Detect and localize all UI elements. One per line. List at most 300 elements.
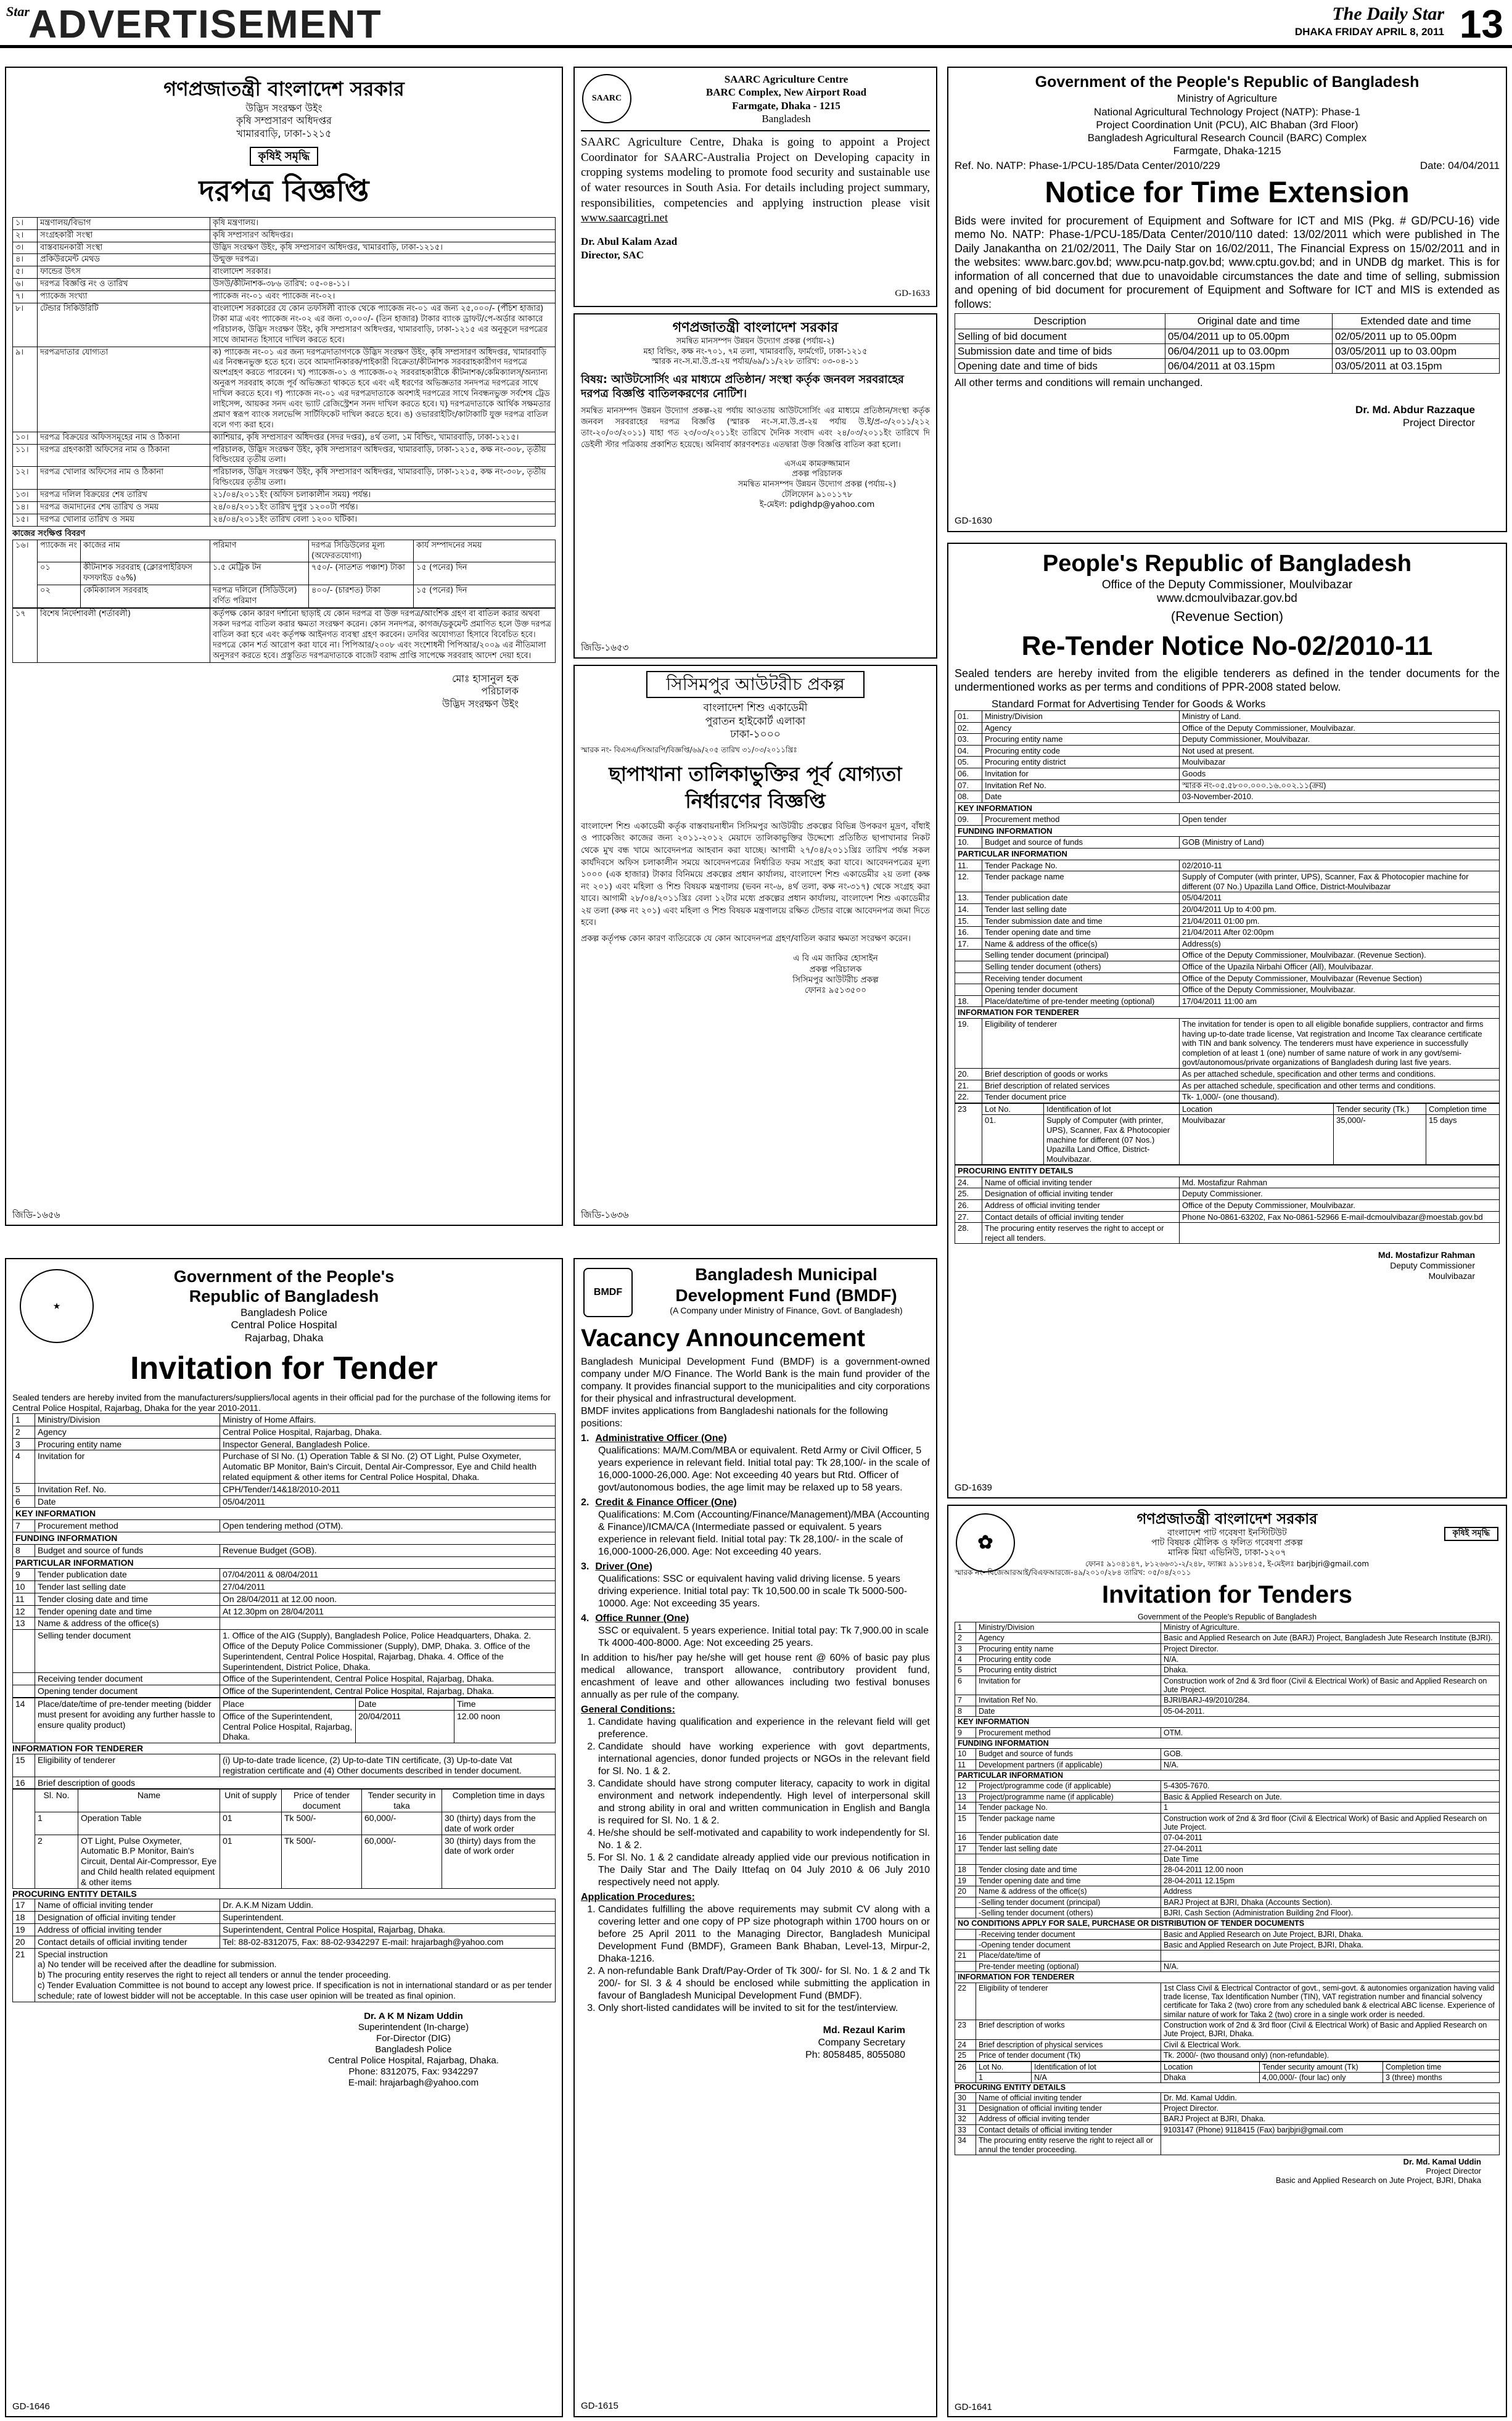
cell: 1 <box>955 1622 976 1632</box>
section-header: FUNDING INFORMATION <box>13 1532 556 1544</box>
table-row <box>955 1983 1500 2020</box>
ad9-sub-1: পাট বিষয়ক মৌলিক ও ফলিত গবেষণা প্রকল্প <box>1151 1537 1303 1548</box>
cell: কেমিক্যালস সরবরাহ <box>81 585 210 608</box>
cell: 17/04/2011 11:00 am <box>1180 995 1500 1007</box>
ad3-sub-0: সমন্বিত মানসম্পদ উন্নয়ন উদ্যোগ প্রকল্প (পর্যায়-২) <box>676 337 835 347</box>
cell: 19 <box>955 1875 976 1886</box>
cell: 7 <box>955 1695 976 1706</box>
ad1-sub-0: উদ্ভিদ সংরক্ষণ উইং <box>245 102 323 114</box>
cell: Brief description of goods or works <box>982 1068 1180 1080</box>
cell: 20/04/2011 <box>356 1710 454 1743</box>
cell: Office of the Deputy Commissioner, Moulvibazar. <box>1180 722 1500 734</box>
table-row <box>955 849 1500 860</box>
cell: 35,000/- <box>1334 1115 1426 1165</box>
ad8-cond-title: General Conditions: <box>581 1704 675 1715</box>
lot-header: Location <box>1161 2061 1260 2072</box>
cell <box>955 1907 976 1918</box>
ad7-signer-line: E-mail: hrajarbagh@yahoo.com <box>348 2077 479 2088</box>
cell: Tk 500/- <box>282 1835 362 1888</box>
cell <box>955 950 982 961</box>
ad5-note: All other terms and conditions will remain unchanged. <box>955 377 1203 389</box>
cell: Office of the Deputy Commissioner, Moulvibazar. <box>1180 1200 1500 1212</box>
cell: 6 <box>955 1675 976 1695</box>
ad5-signer: Dr. Md. Abdur Razzaque <box>1355 403 1475 416</box>
table-row <box>955 972 1500 984</box>
table-row <box>955 1223 1500 1244</box>
cell: 18 <box>955 1865 976 1875</box>
cell: Selling tender document (others) <box>982 961 1180 973</box>
cell: 16 <box>955 1833 976 1843</box>
table-row <box>955 1018 1500 1068</box>
cell: BJRI/BARJ-49/2010/284. <box>1161 1695 1500 1706</box>
cell <box>1161 1950 1500 1961</box>
cell <box>13 1673 35 1685</box>
cell: 60,000/- <box>362 1835 442 1888</box>
lot-header: Completion time <box>1383 2061 1500 2072</box>
cell: দরপত্র বিজ্ঞপ্তি নং ও তারিখ <box>38 279 210 291</box>
cell: Price of tender document (Tk) <box>976 2050 1161 2061</box>
cell: -Selling tender document (principal) <box>976 1897 1161 1907</box>
ad7-gd: GD-1646 <box>12 2401 50 2412</box>
table-row <box>955 1675 1500 1695</box>
cell: স্মারক নং-০৫.৫৮০০.০০০.১৬.০০২.১১(ক্রয়) <box>1180 779 1500 791</box>
cell: ৯। <box>13 347 38 432</box>
cell: 10. <box>955 837 982 849</box>
ad1-pkg-title: কাজের সংক্ষিপ্ত বিবরণ <box>12 528 86 538</box>
table-row <box>955 1717 1500 1727</box>
cell: 12. <box>955 871 982 892</box>
cell: 13. <box>955 892 982 904</box>
cell: -Selling tender document (others) <box>976 1907 1161 1918</box>
ad4-sub-1: পুরাতন হাইকোর্ট এলাকা <box>705 715 806 728</box>
cell: 8 <box>955 1706 976 1716</box>
cell: 17 <box>13 1899 35 1912</box>
cell: N/A. <box>1161 1654 1500 1664</box>
ad7-goods-table <box>12 1789 556 1888</box>
cell: Office of the Deputy Commissioner, Moulvibazar. (Revenue Section). <box>1180 950 1500 961</box>
goods-header: Sl. No. <box>35 1790 78 1812</box>
cell: Invitation Ref No. <box>982 779 1180 791</box>
table-row <box>13 1483 556 1495</box>
cell <box>955 1961 976 1971</box>
section-header: INFORMATION FOR TENDERER <box>955 1007 1500 1019</box>
table-row <box>955 1770 1500 1781</box>
table-row <box>955 892 1500 904</box>
ad1-pkg-num: ১৬। <box>13 540 38 607</box>
cell: Procuring entity name <box>976 1643 1161 1654</box>
ad5-title: Notice for Time Extension <box>1045 176 1410 209</box>
ad7-sub-1: Central Police Hospital <box>231 1319 337 1331</box>
ad7-signer-line: Phone: 8312075, Fax: 9342297 <box>348 2066 479 2077</box>
cell: ১২। <box>13 467 38 490</box>
cell: Invitation Ref. No. <box>35 1483 220 1495</box>
table-row <box>13 1835 556 1888</box>
table-row <box>955 1643 1500 1654</box>
ad3-signer: এসএম কামরুজ্জামান <box>784 459 850 469</box>
cell: ১৫। <box>13 514 38 526</box>
table-row <box>955 1950 1500 1961</box>
cell: 8 <box>13 1544 35 1556</box>
table-row <box>13 1630 556 1673</box>
cell: ৭৫০/- (সাতশত পঞ্চাশ) টাকা <box>309 562 414 585</box>
cell: 15. <box>955 915 982 927</box>
table-row <box>955 802 1500 814</box>
cell: Not used at present. <box>1180 745 1500 757</box>
table-row <box>13 1924 556 1936</box>
cell: 15 <box>13 1754 35 1777</box>
table-row <box>13 1438 556 1450</box>
cell: 26 <box>955 2061 976 2083</box>
ad7-signer-line: For-Director (DIG) <box>376 2033 451 2044</box>
cell: Dr. A.K.M Nizam Uddin. <box>220 1899 556 1912</box>
ad7-proc-table <box>12 1899 556 2002</box>
cell: 30 (thirty) days from the date of work order <box>442 1812 556 1835</box>
table-row <box>13 1899 556 1912</box>
cell: 03. <box>955 734 982 746</box>
cell: 34 <box>955 2135 976 2155</box>
cell: 02/05/2011 up to 05.00pm <box>1332 329 1499 343</box>
cell: মন্ত্রণালয়/বিভাগ <box>38 217 210 229</box>
ad9-badge: কৃষিই সমৃদ্ধি <box>1444 1527 1498 1541</box>
cell: Office of the Superintendent, Central Police Hospital, Rajarbag, Dhaka. <box>220 1710 356 1743</box>
table-row <box>955 2124 1500 2135</box>
cell: Opening tender document <box>35 1685 220 1698</box>
cell: 07-04-2011 <box>1161 1833 1500 1843</box>
ad8-signer-line: Company Secretary <box>818 2037 905 2048</box>
cell: Civil & Electrical Work. <box>1161 2039 1500 2050</box>
cell: বাংলাদেশ সরকারের যে কোন তফসিলী ব্যাংক থেকে প্যাকেজ নং-০১ এর জন্য ২৫,০০০/- (পঁচিশ হাজার) টাকা মাত্র এবং প্যাকেজ নং-০২ এর জন্য ৩,০০০/- (তিন হাজার) টাকার ব্যাংক ড্রাফট/পে-অর্ডার আকারে পরিচালক, উদ্ভিদ সংরক্ষণ উইং, কৃষি সম্প্রসারণ অধিদপ্তর, খামারবাড়ি, ঢাকা-১২১৫ এর অনুকূলে দরপত্রের সাথে জামানত হিসাবে দাখিল করতে হবে। <box>210 303 556 347</box>
ad1-sub-1: কৃষি সম্প্রসারণ অধিদপ্তর <box>236 115 332 127</box>
cell: Office of the Deputy Commissioner, Moulvibazar (Revenue Section) <box>1180 972 1500 984</box>
table-row <box>13 1508 556 1520</box>
cell: 08. <box>955 791 982 803</box>
ad4-header: সিসিমপুর আউটরীচ প্রকল্প <box>646 671 865 698</box>
cell: দরপত্র দলিল বিক্রয়ের শেষ তারিখ <box>38 490 210 502</box>
table-header: Description <box>955 314 1165 329</box>
ad9-signer-line: Basic and Applied Research on Jute Project, BJRI, Dhaka <box>1275 2175 1481 2185</box>
cell: 4 <box>13 1450 35 1483</box>
table-row <box>13 229 556 242</box>
cell: ১০। <box>13 432 38 444</box>
table-row <box>955 860 1500 871</box>
ad1-gd: জিডি-১৬৫৬ <box>12 1209 60 1220</box>
table-row <box>955 927 1500 939</box>
ad8-signer-line: Ph: 8058485, 8055080 <box>805 2049 905 2060</box>
table-row <box>955 757 1500 768</box>
cell: As per attached schedule, specification and other terms and conditions. <box>1180 1080 1500 1091</box>
table-row <box>13 1495 556 1508</box>
cell: ৮। <box>13 303 38 347</box>
cell: ২১/০৪/২০১১ইং (অফিস চলাকালীন সময়) পর্যন্ত। <box>210 490 556 502</box>
ad8-proc-title: Application Procedures: <box>581 1891 695 1902</box>
cell: Moulvibazar <box>1180 1115 1334 1165</box>
section-header: FUNDING INFORMATION <box>955 1738 1500 1748</box>
cell: বাস্তবায়নকারী সংস্থা <box>38 242 210 254</box>
ad7-special-item: a) No tender will be received after the deadline for submission. <box>38 1959 277 1970</box>
cell <box>955 1940 976 1950</box>
ad7-special-label: Special instruction <box>38 1949 108 1959</box>
table-row <box>955 1854 1500 1865</box>
saarc-website-link[interactable]: www.saarcagri.net <box>581 212 668 225</box>
cell: 23 <box>955 2020 976 2040</box>
cell: 30 <box>955 2092 976 2103</box>
ad-cancellation-notice <box>573 313 937 659</box>
cell: ১৩। <box>13 490 38 502</box>
ad9-table-title: Government of the People's Republic of Bangladesh <box>1137 1613 1317 1622</box>
cell: 11 <box>955 1759 976 1770</box>
cell: Project Director. <box>1161 1643 1500 1654</box>
ad2-signer-title: Director, SAC <box>581 249 644 261</box>
pkg-header: দরপত্র সিডিউলের মূল্য (অফেরতযোগ্য) <box>309 540 414 562</box>
cell: 2 <box>13 1426 35 1438</box>
cell <box>955 1854 976 1865</box>
ad9-sub-0: বাংলাদেশ পাট গবেষণা ইনস্টিটিউট <box>1167 1527 1287 1538</box>
ad5-table <box>955 313 1500 374</box>
cell: Tender package No. <box>976 1802 1161 1813</box>
table-row <box>955 343 1500 358</box>
cell: 20. <box>955 1068 982 1080</box>
cell: Date <box>982 791 1180 803</box>
cell: Name & address of the office(s) <box>35 1617 220 1630</box>
cell: 3 <box>13 1438 35 1450</box>
cell <box>955 1897 976 1907</box>
cell: Tender publication date <box>982 892 1180 904</box>
ad1-badge: কৃষিই সমৃদ্ধি <box>250 147 319 166</box>
ad6-table <box>955 710 1500 1103</box>
cell: 9103147 (Phone) 9118415 (Fax) barjbjri@gmail.com <box>1161 2124 1500 2135</box>
ad7-eligibility-table <box>12 1754 556 1789</box>
table-row <box>13 1426 556 1438</box>
ad7-header-0: Government of the People's <box>173 1267 395 1286</box>
cell: Open tender <box>1180 814 1500 826</box>
section-header: PARTICULAR INFORMATION <box>13 1556 556 1569</box>
cell <box>955 984 982 996</box>
table-row <box>13 432 556 444</box>
cell: 19. <box>955 1018 982 1068</box>
cell: উসউ/কীটনাশক-৩৮৬ তারিখ: ০৫-০৪-১১। <box>210 279 556 291</box>
cell: কীটনাশক সরবরাহ (ক্লোরপাইরিফস ফসফাইড ৫৬%) <box>81 562 210 585</box>
ad-time-extension <box>947 67 1507 532</box>
table-row <box>955 1727 1500 1738</box>
cell: 04. <box>955 745 982 757</box>
cell: 60,000/- <box>362 1812 442 1835</box>
cell: 11. <box>955 860 982 871</box>
cell: কৃষি সম্প্রসারণ অধিদপ্তর। <box>210 229 556 242</box>
cell: Ministry of Land. <box>1180 710 1500 722</box>
cell: On 28/04/2011 at 12.00 noon. <box>220 1593 556 1605</box>
cell: Ministry/Division <box>35 1413 220 1426</box>
cell: ক) প্যাকেজ নং-০১ এর জন্য দরপত্রদাতাগণকে উদ্ভিদ সংরক্ষণ উইং, কৃষি সম্প্রসারণ অধিদপ্তর, খামারবাড়ি এর নিবন্ধনভুক্ত হতে হবে। তবে আমদানিকারক/পাইকারী বিক্রেতা/কীটনাশক সরবরাহকারীগণ দরপত্রে অংশগ্রহণ করতে পারবেন। খ) প্যাকেজ-০১ ও প্যাকেজ-০২ সরবরাহকারীকে কীটনাশক/কেমিক্যালস্/অন্যান্য অনুরূপ সরবরাহ কাজে পূর্ব অভিজ্ঞতা থাকতে হবে এবং এই ধরণের অভিজ্ঞতার সনদপত্র দরপত্রের সাথে দাখিল করতে হবে। গ) প্যাকেজ নং-০১ এর দরপত্রদাতাকে অবশ্যই দরপত্রের সাথে নিবন্ধনভুক্ত সর্বশেষ ট্রেড লাইসেন্স, আয়কর সনদ এবং ভ্যাট রেজিস্ট্রেশন সনদ দাখিল করতে হবে। ঘ) দরপত্রদাতাকে আর্থিক সক্ষমতার প্রমাণ স্বরূপ ব্যাংক সলভেন্সি সার্টিফিকেট দাখিল করতে হবে। ঙ) ওভাররাইটিং/কাটাকাটি যুক্ত দরপত্র বাতিল বলে গণ্য করা হবে। <box>210 347 556 432</box>
table-row <box>13 1556 556 1569</box>
ad1-signer-title: উদ্ভিদ সংরক্ষণ উইং <box>442 698 519 710</box>
cell: 10 <box>955 1749 976 1759</box>
table-row <box>13 1532 556 1544</box>
ad3-signer-line: টেলিফোন ৯১০১১৭৮ <box>781 490 853 499</box>
table-row <box>13 279 556 291</box>
cell: 14 <box>955 1802 976 1813</box>
ad7-title: Invitation for Tender <box>130 1350 438 1386</box>
list-item: 3. Only short-listed candidates will be invited to sit for the test/interview. <box>598 2002 930 2015</box>
ad2-org-1: BARC Complex, New Airport Road <box>705 86 867 99</box>
table-row <box>955 1068 1500 1080</box>
table-row <box>955 1865 1500 1875</box>
cell: Budget and source of funds <box>976 1749 1161 1759</box>
ad9-signer-line: Project Director <box>1426 2166 1481 2176</box>
cell: ২৪/০৪/২০১১ইং তারিখ বেলা ১২০০ ঘটিকা। <box>210 514 556 526</box>
cell: Agency <box>35 1426 220 1438</box>
cell: 06/04/2011 at 03.15pm <box>1165 359 1332 374</box>
cell: As per attached schedule, specification and other terms and conditions. <box>1180 1068 1500 1080</box>
ad8-benefits: In addition to his/her pay he/she will get house rent @ 60% of basic pay plus medical allowance, transport allowance, contributory provident fund, encashment of leave and other allowances including two festival bonuses annually as per rule of the company. <box>581 1652 930 1700</box>
cell: Place/date/time of <box>976 1950 1161 1961</box>
cell: Invitation for <box>976 1675 1161 1695</box>
cell: Pre-tender meeting (optional) <box>976 1961 1161 1971</box>
ad1-table <box>12 217 556 527</box>
table-row <box>955 1200 1500 1212</box>
cell: Development partners (if applicable) <box>976 1759 1161 1770</box>
position-title: Administrative Officer (One) <box>595 1432 727 1444</box>
cell: Dhaka <box>1161 2072 1260 2082</box>
ad6-signer-line: Moulvibazar <box>1428 1271 1475 1281</box>
table-row <box>955 950 1500 961</box>
cell: ফান্ডের উৎস <box>38 266 210 279</box>
ad3-gd: জিডি-১৬৫৩ <box>581 641 629 653</box>
ad6-header: People's Republic of Bangladesh <box>1042 551 1412 577</box>
cell: 05-04-2011. <box>1161 1706 1500 1716</box>
cell: Project/programme name (if applicable) <box>976 1791 1161 1802</box>
position-title: Office Runner (One) <box>595 1613 689 1624</box>
ad5-gd: GD-1630 <box>955 516 992 527</box>
cell: ১৫ (পনের) দিন <box>414 585 556 608</box>
table-row <box>13 1936 556 1948</box>
ad1-sub-2: খামারবাড়ি, ঢাকা-১২১৫ <box>236 128 332 140</box>
cell: 1 <box>13 1413 35 1426</box>
cell: 03/05/2011 at 03.15pm <box>1332 359 1499 374</box>
table-row <box>13 254 556 266</box>
position-text: Qualifications: SSC or equivalent having valid driving license. 5 years driving experience. Initial total pay: Tk 10,500.00 in scale Tk 5000-500-10000. Age: Not exceeding 35 years. <box>598 1573 908 1609</box>
ad7-sub-0: Bangladesh Police <box>240 1306 327 1318</box>
ad2-body: SAARC Agriculture Centre, Dhaka is going to appoint a Project Coordinator for SAARC-Australia Project on Developing capacity in cropping systems modeling to promote food security and sustainable use of water resources in South Asia. For details including project summary, responsibilities, competencies and applying instruction please visit <box>581 136 930 210</box>
cell: Procuring entity code <box>976 1654 1161 1664</box>
ad4-signer: এ বি এম জাকির হোসাইন <box>793 953 878 964</box>
ad6-title: Re-Tender Notice No-02/2010-11 <box>1021 630 1433 661</box>
cell: Name of official inviting tender <box>982 1177 1180 1188</box>
cell: ৬। <box>13 279 38 291</box>
position-text: SSC or equivalent. 5 years experience. Initial total pay: Tk 7,900.00 in scale Tk 4000-400-8000. Age: Not exceeding 25 years. <box>598 1625 929 1648</box>
cell: Tender package name <box>976 1813 1161 1833</box>
cell: Construction work of 2nd & 3rd floor (Civil & Electrical Work) of Basic and Applied Research on Jute Project, BJRI, Dhaka. <box>1161 2020 1500 2040</box>
ad6-table-2 <box>955 1165 1500 1244</box>
ad6-table-title: Standard Format for Advertising Tender for Goods & Works <box>992 697 1266 710</box>
cell: ১.৫ মেট্রিক টন <box>210 562 309 585</box>
cell: দরপত্র গ্রহণকারী অফিসের নাম ও ঠিকানা <box>38 444 210 467</box>
cell: দরপত্র জমাদানের শেষ তারিখ ও সময় <box>38 502 210 514</box>
cell: ১৭ <box>13 609 38 662</box>
cell: Operation Table <box>78 1812 220 1835</box>
table-row <box>955 938 1500 950</box>
masthead-brand: Star <box>6 4 30 19</box>
ad9-gd: GD-1641 <box>955 2401 992 2412</box>
cell: Superintendent. <box>220 1912 556 1924</box>
cell: 01 <box>220 1835 282 1888</box>
ad-saarc-vacancy <box>573 67 937 307</box>
ad2-gd: GD-1633 <box>895 288 930 298</box>
cell: Contact details of official inviting tender <box>35 1936 220 1948</box>
ad4-body: বাংলাদেশ শিশু একাডেমী কর্তৃক বাস্তবায়নাধীন সিসিমপুর আউটরীচ প্রকল্পের বিভিন্ন উপকরণ মুদ্রণ, বাঁধাই ও প্যাকেজিং কাজের জন্য ২০১১-২০১২ মেয়াদে তালিকাভুক্তির উদ্দেশ্যে প্রতিষ্ঠিত ছাপাখানার নিকট থেকে মুখ বন্ধ খামে আবেদনপত্র আহবান করা যাচ্ছে। আগামী ২৭/০৪/২০১১খ্রিঃ তারিখ পর্যন্ত সকল কার্যদিবসে অফিস চলাকালীন সময়ে আবেদনপত্রের নির্ধারিত ফরম সংগ্রহ করা যাবে। আবেদনপত্রের মূল্য ১০০০ (এক হাজার) টাকার বিনিময়ে প্রকল্পের প্রধান কার্যালয়, বাংলাদেশ শিশু একাডেমীর ২য় তলা (কক্ষ নং ২০১) এবং মহিলা ও শিশু বিষয়ক মন্ত্রণালয় (ভবন নং-৬, ৪র্থ তলা, কক্ষ নং-৩১৭) থেকে সংগ্রহ করা যাবে। আগামী ২৮/০৪/২০১১খ্রিঃ বেলা ১২টার মধ্যে প্রকল্পের প্রধান কার্যালয়, বাংলাদেশ শিশু একাডেমীর ২য় তলা (কক্ষ নং ২০১) এবং মহিলা ও শিশু বিষয়ক মন্ত্রণালয়ে রক্ষিত টেন্ডার বাক্সে আবেদনপত্র জমা দিতে হবে। <box>581 821 930 928</box>
cell: Procurement method <box>982 814 1180 826</box>
table-row <box>955 1940 1500 1950</box>
cell: Ministry/Division <box>976 1622 1161 1632</box>
cell: 05/04/2011 <box>220 1495 556 1508</box>
pkg-header: প্যাকেজ নং <box>38 540 81 562</box>
lot-header: Lot No. <box>976 2061 1032 2072</box>
cell <box>1161 2135 1500 2155</box>
cell: Basic and Applied Research on Jute Project, BJRI, Dhaka. <box>1161 1940 1500 1950</box>
table-header: Original date and time <box>1165 314 1332 329</box>
ad4-body2: প্রকল্প কর্তৃপক্ষ কোন কারণ ব্যতিরেকে যে কোন আবেদনপত্র গ্রহণ/বাতিল করার ক্ষমতা সংরক্ষণ করেন। <box>581 933 911 943</box>
cell: Tender opening date and time <box>976 1875 1161 1886</box>
cell: 27. <box>955 1211 982 1223</box>
cell: 3 <box>955 1643 976 1654</box>
ad7-table <box>12 1413 556 1698</box>
lot-header: Tender security amount (Tk) <box>1260 2061 1383 2072</box>
ad8-intro: Bangladesh Municipal Development Fund (BMDF) is a government-owned company under M/O Finance. The World Bank is the main fund provider of the company. It provides financial support to the municipalities and city corporations for their physical and infrastructural development. <box>581 1356 930 1404</box>
ad1-header: গণপ্রজাতন্ত্রী বাংলাদেশ সরকার <box>163 77 405 101</box>
cell: 4,00,000/- (four lac) only <box>1260 2072 1383 2082</box>
ad6-sub-2: (Revenue Section) <box>1170 609 1284 625</box>
cell: BARJ Project at BJRI, Dhaka (Accounts Section). <box>1161 1897 1500 1907</box>
cell: Name of official inviting tender <box>35 1899 220 1912</box>
table-row <box>13 514 556 526</box>
cell: 21 <box>955 1950 976 1961</box>
cell: 5 <box>955 1665 976 1675</box>
meeting-header: Place <box>220 1698 356 1711</box>
cell: 06/04/2011 up to 03.00pm <box>1165 343 1332 358</box>
list-item: 1. Candidates fulfilling the above requirements may submit CV along with a covering letter and one copy of PP size photograph within 1700 hours on or before 25 April 2011 to the Managing Director, Bangladesh Municipal Development Fund (BMDF), Grameen Bank Bhaban, Level-13, Mirpur-2, Dhaka-1216. <box>598 1904 930 1965</box>
list-item: 1. Candidate having qualification and experience in the relevant field will get preference. <box>598 1716 930 1741</box>
table-row <box>955 1665 1500 1675</box>
cell: 2 <box>955 1633 976 1643</box>
cell: Name & address of the office(s) <box>982 938 1180 950</box>
table-row <box>955 1115 1500 1165</box>
ad8-org: Bangladesh Municipal Development Fund (BMDF) <box>675 1265 897 1305</box>
table-row <box>955 2135 1500 2155</box>
ad9-ref: স্মারক নং- বিজেআরআই/বিএফআরজে-৪৯/২০১০/২৮৪ তারিখ: ০৫/০৪/২০১১ <box>955 1568 1191 1577</box>
government-emblem-icon: ✿ <box>956 1513 1015 1572</box>
ad-police-hospital-tender <box>5 1258 563 2417</box>
ad3-signer-line: ই-মেইল: pdighdp@yahoo.com <box>759 500 875 510</box>
cell: দরপত্র খোলার অফিসের নাম ও ঠিকানা <box>38 467 210 490</box>
cell: 1. Office of the AIG (Supply), Bangladesh Police, Police Headquarters, Dhaka. 2. Office of the Deputy Police Commissioner (Supply), DMP, Dhaka. 3. Office of the Superintendent, Central Police Hospital, Rajarbag, Dhaka. 4. Office of the Superintendent, District Police, Dhaka. <box>220 1630 556 1673</box>
cell: Procuring entity district <box>982 757 1180 768</box>
cell: N/A. <box>1161 1961 1500 1971</box>
table-row <box>955 1749 1500 1759</box>
cell: ২। <box>13 229 38 242</box>
cell: 07. <box>955 779 982 791</box>
cell: Name of official inviting tender <box>976 2092 1161 2103</box>
table-row <box>13 217 556 229</box>
cell: Supply of Computer (with printer, UPS), Scanner, Fax & Photocopier machine for different (07 Nos.) Upazilla Land Office, District-Moulvibazar. <box>1044 1115 1180 1165</box>
cell: Office of the Superintendent, Central Police Hospital, Rajarbag, Dhaka. <box>220 1685 556 1698</box>
cell: Agency <box>976 1633 1161 1643</box>
table-row <box>955 814 1500 826</box>
ad6-sub-1: www.dcmoulvibazar.gov.bd <box>1157 592 1297 606</box>
cell: উদ্ভিদ সংরক্ষণ উইং, কৃষি সম্প্রসারণ অধিদপ্তর, খামারবাড়ি, ঢাকা-১২১৫। <box>210 242 556 254</box>
cell: 17 <box>955 1843 976 1854</box>
ad5-sub-3: Bangladesh Agricultural Research Council (BARC) Complex <box>1087 132 1367 144</box>
table-row <box>13 303 556 347</box>
cell: Eligibility of tenderer <box>982 1018 1180 1068</box>
